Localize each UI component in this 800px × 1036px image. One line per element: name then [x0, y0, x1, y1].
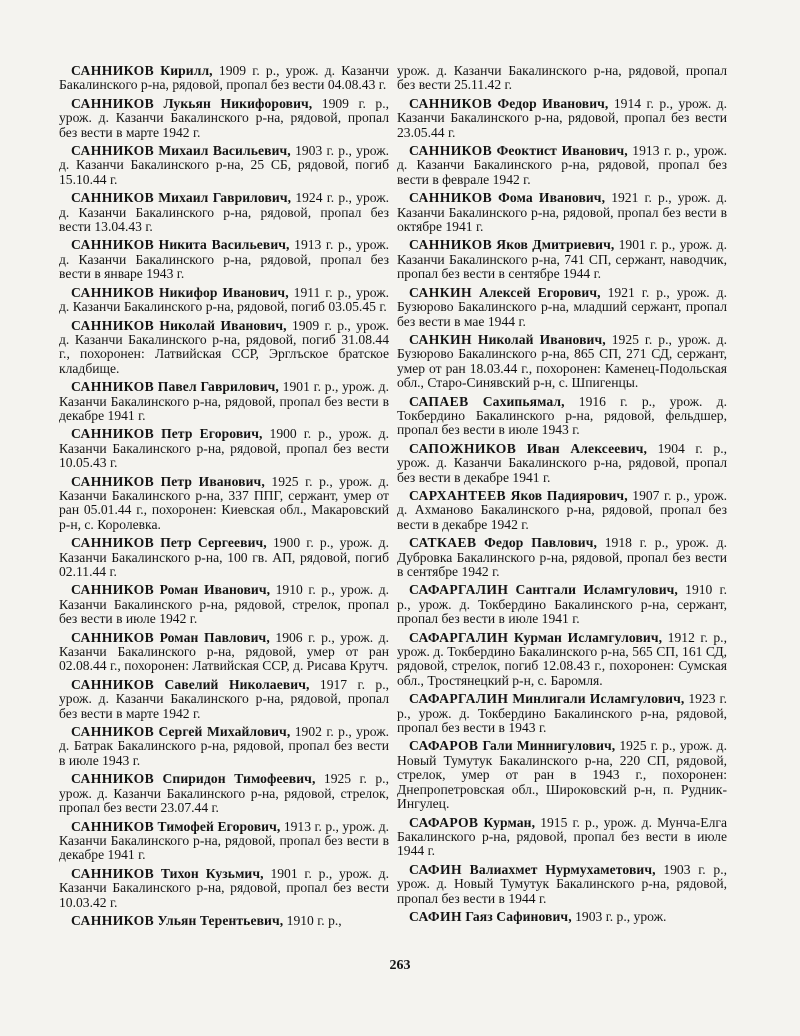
entry-given-name: Яков Дмитриевич, — [496, 237, 615, 253]
entry-details: 1904 г. р., урож. д. Казанчи Бакалинского р-на, рядовой, пропал без вести в декабре 1941 г. — [397, 440, 727, 485]
entry — [59, 380, 389, 423]
page-number: 263 — [389, 958, 411, 973]
entry-given-name: Роман Павлович, — [159, 629, 270, 645]
entry — [59, 286, 389, 315]
entry-details: 1901 г. р., урож. д. Казанчи Бакалинского р-на, рядовой, пропал без вести в декабре 1941 г. — [59, 379, 390, 423]
entry-surname: САНКИН — [409, 284, 472, 300]
entry-given-name: Михаил Васильевич, — [158, 143, 291, 159]
entry-details: 1913 г. р., урож. д. Казанчи Бакалинского р-на, рядовой, пропал без вести в феврале 1942 г. — [397, 143, 727, 187]
entry-surname: САРХАНТЕЕВ — [409, 487, 507, 503]
entry-details: 1903 г. р., урож. — [575, 908, 667, 924]
entry-surname: САННИКОВ — [71, 426, 155, 442]
entry-given-name: Лукьян Никифорович, — [163, 95, 313, 111]
continuation-text: урож. д. Казанчи Бакалинского р-на, рядовой, пропал без вести 25.11.42 г. — [397, 63, 727, 93]
entry-given-name: Петр Егорович, — [161, 426, 263, 442]
entry — [59, 319, 389, 377]
entry-given-name: Алексей Егорович, — [478, 284, 601, 300]
entry-surname: САННИКОВ — [71, 190, 155, 206]
entry-surname: САННИКОВ — [71, 63, 155, 78]
entry-surname: САННИКОВ — [409, 237, 493, 253]
entry-given-name: Сахипьямал, — [482, 393, 565, 409]
right-column — [397, 64, 727, 928]
entry-given-name: Тимофей Егорович, — [157, 818, 281, 834]
entry — [59, 238, 389, 281]
entry-surname: САФАРГАЛИН — [409, 629, 509, 645]
entry-details: 1907 г. р., урож. д. Ахманово Бакалинского р-на, рядовой, пропал без вести в декабре 1942 г. — [397, 487, 727, 532]
entry-details: 1903 г. р., урож. д. Казанчи Бакалинского р-на, 25 СБ, рядовой, погиб 15.10.44 г. — [59, 143, 389, 187]
entry-given-name: Савелий Николаевич, — [164, 676, 310, 692]
entry-surname: САННИКОВ — [71, 676, 155, 692]
entry — [59, 867, 389, 910]
entry-details: 1909 г. р., урож. д. Казанчи Бакалинского р-на, рядовой, погиб 31.08.44 г., похоронен: Латвийская ССР, Эрглъское братское кладбище. — [59, 317, 390, 376]
entry-details: 1918 г. р., урож. д. Дубровка Бакалинского р-на, рядовой, пропал без вести в сентябре 1942 г. — [397, 535, 727, 579]
entry-surname: САННИКОВ — [71, 379, 155, 395]
entry-details: 1924 г. р., урож. д. Казанчи Бакалинского р-на, рядовой, пропал без вести 13.04.43 г. — [59, 190, 389, 235]
entry-given-name: Гали Миннигулович, — [482, 738, 616, 754]
entry-details: 1911 г. р., урож. д. Казанчи Бакалинского р-на, рядовой, погиб 03.05.45 г. — [59, 284, 389, 315]
entry-given-name: Феоктист Иванович, — [496, 143, 628, 159]
entry-details: 1910 г. р., — [286, 912, 342, 928]
entry-given-name: Иван Алексеевич, — [526, 440, 647, 456]
entry-surname: САТКАЕВ — [409, 535, 477, 551]
entry-given-name: Минлигали Исламгулович, — [512, 691, 685, 707]
entry-given-name: Курман, — [483, 814, 536, 830]
entry-given-name: Кирилл, — [160, 63, 213, 78]
entry-given-name: Ульян Терентьевич, — [157, 912, 284, 928]
entry — [59, 583, 389, 626]
entry — [397, 191, 727, 234]
entry — [59, 191, 389, 234]
entry — [397, 692, 727, 735]
entry-details: 1923 г. р., урож. д. Токбердино Бакалинского р-на, рядовой, пропал без вести в 1943 г. — [397, 691, 727, 736]
entry-surname: САННИКОВ — [71, 473, 155, 489]
entry — [397, 863, 727, 906]
entry-details: 1925 г. р., урож. д. Казанчи Бакалинского р-на, 337 ППГ, сержант, умер от ран 05.01.44 г., похоронен: Киевская обл., Макаровский р-н, с. Королевка. — [59, 473, 389, 532]
entry — [397, 739, 727, 811]
entry — [397, 489, 727, 532]
entry-details: 1925 г. р., урож. д. Новый Тумутук Бакалинского р-на, 220 СП, рядовой, стрелок, умер от ран в 1943 г., похоронен: Днепропетровская обл., Широковский р-н, п. Рудник-Ингулец. — [397, 738, 727, 812]
entry-surname: САПАЕВ — [409, 393, 469, 409]
entry — [397, 631, 727, 689]
entry-surname: САННИКОВ — [71, 629, 155, 645]
entry-details: 1921 г. р., урож. д. Бузюрово Бакалинского р-на, младший сержант, пропал без вести в мае 1944 г. — [397, 284, 727, 329]
entry — [397, 536, 727, 579]
entry — [397, 583, 727, 626]
entry-surname: САННИКОВ — [71, 912, 155, 928]
entry — [59, 64, 389, 93]
entry-details: 1914 г. р., урож. д. Казанчи Бакалинского р-на, рядовой, пропал без вести 23.05.44 г. — [397, 95, 727, 140]
entry — [59, 820, 389, 863]
entry — [59, 914, 389, 928]
entry-given-name: Сантгали Исламгулович, — [515, 582, 678, 598]
entry-surname: САНКИН — [409, 331, 472, 347]
entry-details: 1913 г. р., урож. д. Казанчи Бакалинского р-на, рядовой, пропал без вести в декабре 1941 г. — [59, 818, 390, 863]
entry-surname: САННИКОВ — [71, 535, 155, 551]
entry — [59, 475, 389, 533]
entry-given-name: Спиридон Тимофеевич, — [162, 771, 316, 787]
entry-details: 1913 г. р., урож. д. Казанчи Бакалинского р-на, рядовой, пропал без вести в январе 1943 г. — [59, 237, 389, 282]
entry — [397, 97, 727, 140]
entry-details: 1910 г. р., урож. д. Токбердино Бакалинского р-на, сержант, пропал без вести в июле 1941 г. — [397, 582, 727, 627]
entry-surname: САННИКОВ — [71, 237, 155, 253]
entry-surname: САННИКОВ — [71, 317, 155, 333]
entry-details: 1906 г. р., урож. д. Казанчи Бакалинского р-на, рядовой, умер от ран 02.08.44 г., похоронен: Латвийская ССР, д. Рисава Крутч. — [59, 629, 389, 674]
entry-surname: САННИКОВ — [71, 582, 155, 598]
entry-surname: САПОЖНИКОВ — [409, 440, 517, 456]
entry-given-name: Павел Гаврилович, — [157, 379, 279, 395]
entry-given-name: Яков Падиярович, — [510, 487, 628, 503]
entry-given-name: Никифор Иванович, — [158, 284, 289, 300]
entry-surname: САННИКОВ — [71, 143, 155, 159]
entry-surname: САФИН — [409, 908, 462, 924]
entry-surname: САННИКОВ — [71, 95, 155, 111]
entry-surname: САННИКОВ — [71, 818, 155, 834]
entry-surname: САННИКОВ — [71, 284, 155, 300]
entry-details: 1925 г. р., урож. д. Казанчи Бакалинского р-на, рядовой, стрелок, пропал без вести 23.07.44 г. — [59, 771, 389, 816]
entry-given-name: Михаил Гаврилович, — [158, 190, 292, 206]
entry-surname: САННИКОВ — [409, 143, 493, 159]
entry — [59, 427, 389, 470]
entry-details: 1903 г. р., урож. д. Новый Тумутук Бакалинского р-на, рядовой, пропал без вести в 1944 г. — [397, 861, 727, 906]
entry-surname: САННИКОВ — [71, 771, 155, 787]
entry-details: 1912 г. р., урож. д. Токбердино Бакалинского р-на, 565 СП, 161 СД, рядовой, стрелок, погиб 12.08.43 г., похоронен: Сумская обл., Тростянецкий р-н, с. Баромля. — [397, 629, 727, 688]
entry-surname: САННИКОВ — [71, 865, 155, 881]
entry-details: 1901 г. р., урож. д. Казанчи Бакалинского р-на, рядовой, пропал без вести 10.03.42 г. — [59, 865, 389, 910]
entry-given-name: Николай Иванович, — [159, 317, 287, 333]
entry-surname: САННИКОВ — [409, 95, 493, 111]
entry-surname: САФАРГАЛИН — [409, 691, 509, 707]
entry — [397, 144, 727, 187]
entry — [397, 816, 727, 859]
entry-given-name: Валиахмет Нурмухаметович, — [469, 861, 656, 877]
entry-details: 1915 г. р., урож. д. Мунча-Елга Бакалинского р-на, рядовой, пропал без вести в июле 1944 г. — [397, 814, 727, 859]
entry-details: 1909 г. р., урож. д. Казанчи Бакалинского р-на, рядовой, пропал без вести в марте 1942 г. — [59, 95, 389, 140]
entry-details: 1900 г. р., урож. д. Казанчи Бакалинского р-на, 100 гв. АП, рядовой, погиб 02.11.44 г. — [59, 535, 389, 579]
entry — [59, 678, 389, 721]
entry — [59, 536, 389, 579]
entry-given-name: Николай Иванович, — [477, 331, 606, 347]
entry-given-name: Гаяз Сафинович, — [465, 908, 572, 924]
entry-details: 1900 г. р., урож. д. Казанчи Бакалинского р-на, рядовой, пропал без вести 10.05.43 г. — [59, 426, 389, 471]
entry-surname: САННИКОВ — [71, 724, 155, 740]
entry-surname: САФАРОВ — [409, 738, 479, 754]
entry-details: 1916 г. р., урож. д. Токбердино Бакалинского р-на, рядовой, фельдшер, пропал без вести в июле 1943 г. — [397, 393, 727, 438]
entry — [59, 97, 389, 140]
entry-given-name: Тихон Кузьмич, — [160, 865, 264, 881]
entry-given-name: Никита Васильевич, — [158, 237, 290, 253]
entry — [59, 631, 389, 674]
entry-details: 1901 г. р., урож. д. Казанчи Бакалинского р-на, 741 СП, сержант, наводчик, пропал без вести в сентябре 1944 г. — [397, 237, 727, 282]
entry-details: 1917 г. р., урож. д. Казанчи Бакалинского р-на, рядовой, пропал без вести в марте 1942 г. — [59, 676, 389, 721]
entry — [59, 772, 389, 815]
entry — [59, 144, 389, 187]
entry — [397, 910, 727, 924]
entry — [59, 725, 389, 768]
entry-details: 1902 г. р., урож. д. Батрак Бакалинского р-на, рядовой, пропал без вести в июле 1943 г. — [59, 724, 389, 768]
entry-given-name: Федор Иванович, — [497, 95, 609, 111]
entry-given-name: Петр Иванович, — [160, 473, 265, 489]
entry-given-name: Сергей Михайлович, — [158, 724, 291, 740]
entry-given-name: Курман Исламгулович, — [513, 629, 663, 645]
entry-details: 1925 г. р., урож. д. Бузюрово Бакалинского р-на, 865 СП, 271 СД, сержант, умер от ран 18.03.44 г., похоронен: Каменец-Подольская обл., Старо-Синявский р-н, с. Шпигенцы. — [397, 331, 727, 391]
entry-given-name: Федор Павлович, — [484, 535, 597, 551]
entry-given-name: Фома Иванович, — [498, 190, 606, 206]
entry-surname: САННИКОВ — [409, 190, 493, 206]
entry — [397, 238, 727, 281]
entry-given-name: Роман Иванович, — [159, 582, 271, 598]
entry — [397, 395, 727, 438]
entry-details: 1909 г. р., урож. д. Казанчи Бакалинского р-на, рядовой, пропал без вести 04.08.43 г. — [59, 63, 389, 93]
entry — [397, 442, 727, 485]
entry-surname: САФАРОВ — [409, 814, 479, 830]
left-column — [59, 64, 389, 932]
entry-surname: САФИН — [409, 861, 462, 877]
entry-details: 1910 г. р., урож. д. Казанчи Бакалинского р-на, рядовой, стрелок, пропал без вести в июле 1942 г. — [59, 582, 390, 627]
entry — [397, 286, 727, 329]
entry-given-name: Петр Сергеевич, — [160, 535, 267, 551]
entry-details: 1921 г. р., урож. д. Казанчи Бакалинского р-на, рядовой, пропал без вести в октябре 1941 г. — [397, 190, 727, 235]
entry — [397, 333, 727, 391]
entry-surname: САФАРГАЛИН — [409, 582, 509, 598]
